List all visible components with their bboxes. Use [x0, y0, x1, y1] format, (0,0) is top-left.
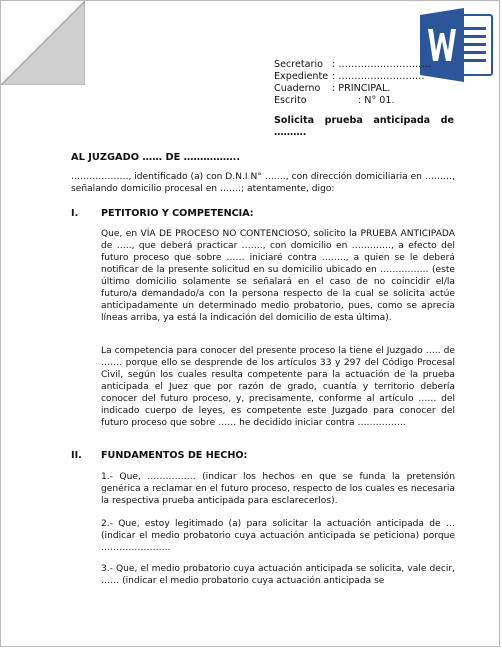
document-page: Secretario : ……………………….. Expediente : ……………………… Cuaderno : PRINCIPAL. Escrito : N° 01. Solicita prueba anticipada de ………. AL JUZGADO …… DE …………….. ………………., identificado (a) con D.N.I N° ……., con dirección domiciliaria en ………, señalando domicilio procesal en …….; atentamente, digo: I. PETITORIO Y COMPETENCIA: Que, en VÍA DE PROCESO NO CONTENCIOSO, solicito la PRUEBA ANTICIPADA de ….., que deberá practicar ……., con domicilio en …………., a efecto del futuro proceso que sobre …… iniciaré contra …….., a quien se le deberá notificar de la presente solicitud en su domicilio ubicado en ……………. (este último domicilio solamente se señalará en el caso de no coincidir el/la futuro/a demandado/a con la persona respecto de la cual se solicita actúe anticipadamente un determinado medio probatorio, pues, como se aprecia líneas arriba, ya está la indicación del domicilio de esta última). La competencia para conocer del presente proceso la tiene el Juzgado ….. de ……. porque ello se desprende de los artículos 33 y 297 del Código Procesal Civil, según los cuales resulta competente para la actuación de la prueba anticipada el Juez que por razón de grado, cuantía y territorio debería conocer del futuro proceso, y, precisamente, conforme al artículo …… del indicado cuerpo de leyes, es competente este Juzgado para conocer del futuro proceso que sobre …… he decidido iniciar contra ……………. II. FUNDAMENTOS DE HECHO: 1.- Que, ……………. (indicar los hechos en que se funda la pretensión genérica a reclamar en el futuro proceso, respecto de los cuales es necesaria la respectiva prueba anticipada para esclarecerlos). 2.- Que, estoy legitimado (a) para solicitar la actuación anticipada de … (indicar el medio probatorio cuya actuación anticipada se peticiona) porque ………………….. 3.- Que, el medio probatorio cuya actuación anticipada se solicita, vale decir, …… (indicar el medio probatorio cuya actuación anticipada se	[0, 0, 500, 647]
paragraph-petitorio: Que, en VÍA DE PROCESO NO CONTENCIOSO, solicito la PRUEBA ANTICIPADA de ….., que deberá practicar ……., con domicilio en …………., a efecto del futuro proceso que sobre …… iniciaré contra …….., a quien se le deberá notificar de la presente solicitud en su domicilio ubicado en ……………. (este último domicilio solamente se señalará en el caso de no coincidir el/la futuro/a demandado/a con la persona respecto de la cual se solicita actúe anticipadamente un determinado medio probatorio, pues, como se aprecia líneas arriba, ya está la indicación del domicilio de esta última).	[101, 229, 455, 323]
intro-paragraph: ………………., identificado (a) con D.N.I N° ……., con dirección domiciliaria en ………, señalando domicilio procesal en …….; atentamente, digo:	[71, 172, 455, 194]
header-expediente: Expediente : ………………………	[274, 71, 425, 82]
paragraph-fundamento-2: 2.- Que, estoy legitimado (a) para solicitar la actuación anticipada de … (indicar el medio probatorio cuya actuación anticipada se peticiona) porque …………………..	[101, 519, 455, 553]
sumilla: Solicita prueba anticipada de ……….	[274, 115, 454, 138]
page-fold-icon	[1, 1, 85, 85]
header-secretario: Secretario : ………………………..	[274, 59, 431, 70]
header-escrito: Escrito : N° 01.	[274, 95, 395, 106]
court-addressee: AL JUZGADO …… DE ……………..	[71, 152, 241, 163]
microsoft-word-icon	[418, 7, 494, 83]
paragraph-competencia: La competencia para conocer del presente proceso la tiene el Juzgado ….. de ……. porque ello se desprende de los artículos 33 y 297 del Código Procesal Civil, según los cuales resulta competente para la actuación de la prueba anticipada el Juez que por razón de grado, cuantía y territorio debería conocer del futuro proceso, y, precisamente, conforme al artículo …… del indicado cuerpo de leyes, es competente este Juzgado para conocer del futuro proceso que sobre …… he decidido iniciar contra …………….	[101, 346, 455, 428]
paragraph-fundamento-3: 3.- Que, el medio probatorio cuya actuación anticipada se solicita, vale decir, …… (indicar el medio probatorio cuya actuación anticipada se	[101, 564, 455, 586]
header-cuaderno: Cuaderno : PRINCIPAL.	[274, 83, 391, 94]
paragraph-fundamento-1: 1.- Que, ……………. (indicar los hechos en que se funda la pretensión genérica a reclamar en el futuro proceso, respecto de los cuales es necesaria la respectiva prueba anticipada para esclarecerlos).	[101, 472, 455, 506]
